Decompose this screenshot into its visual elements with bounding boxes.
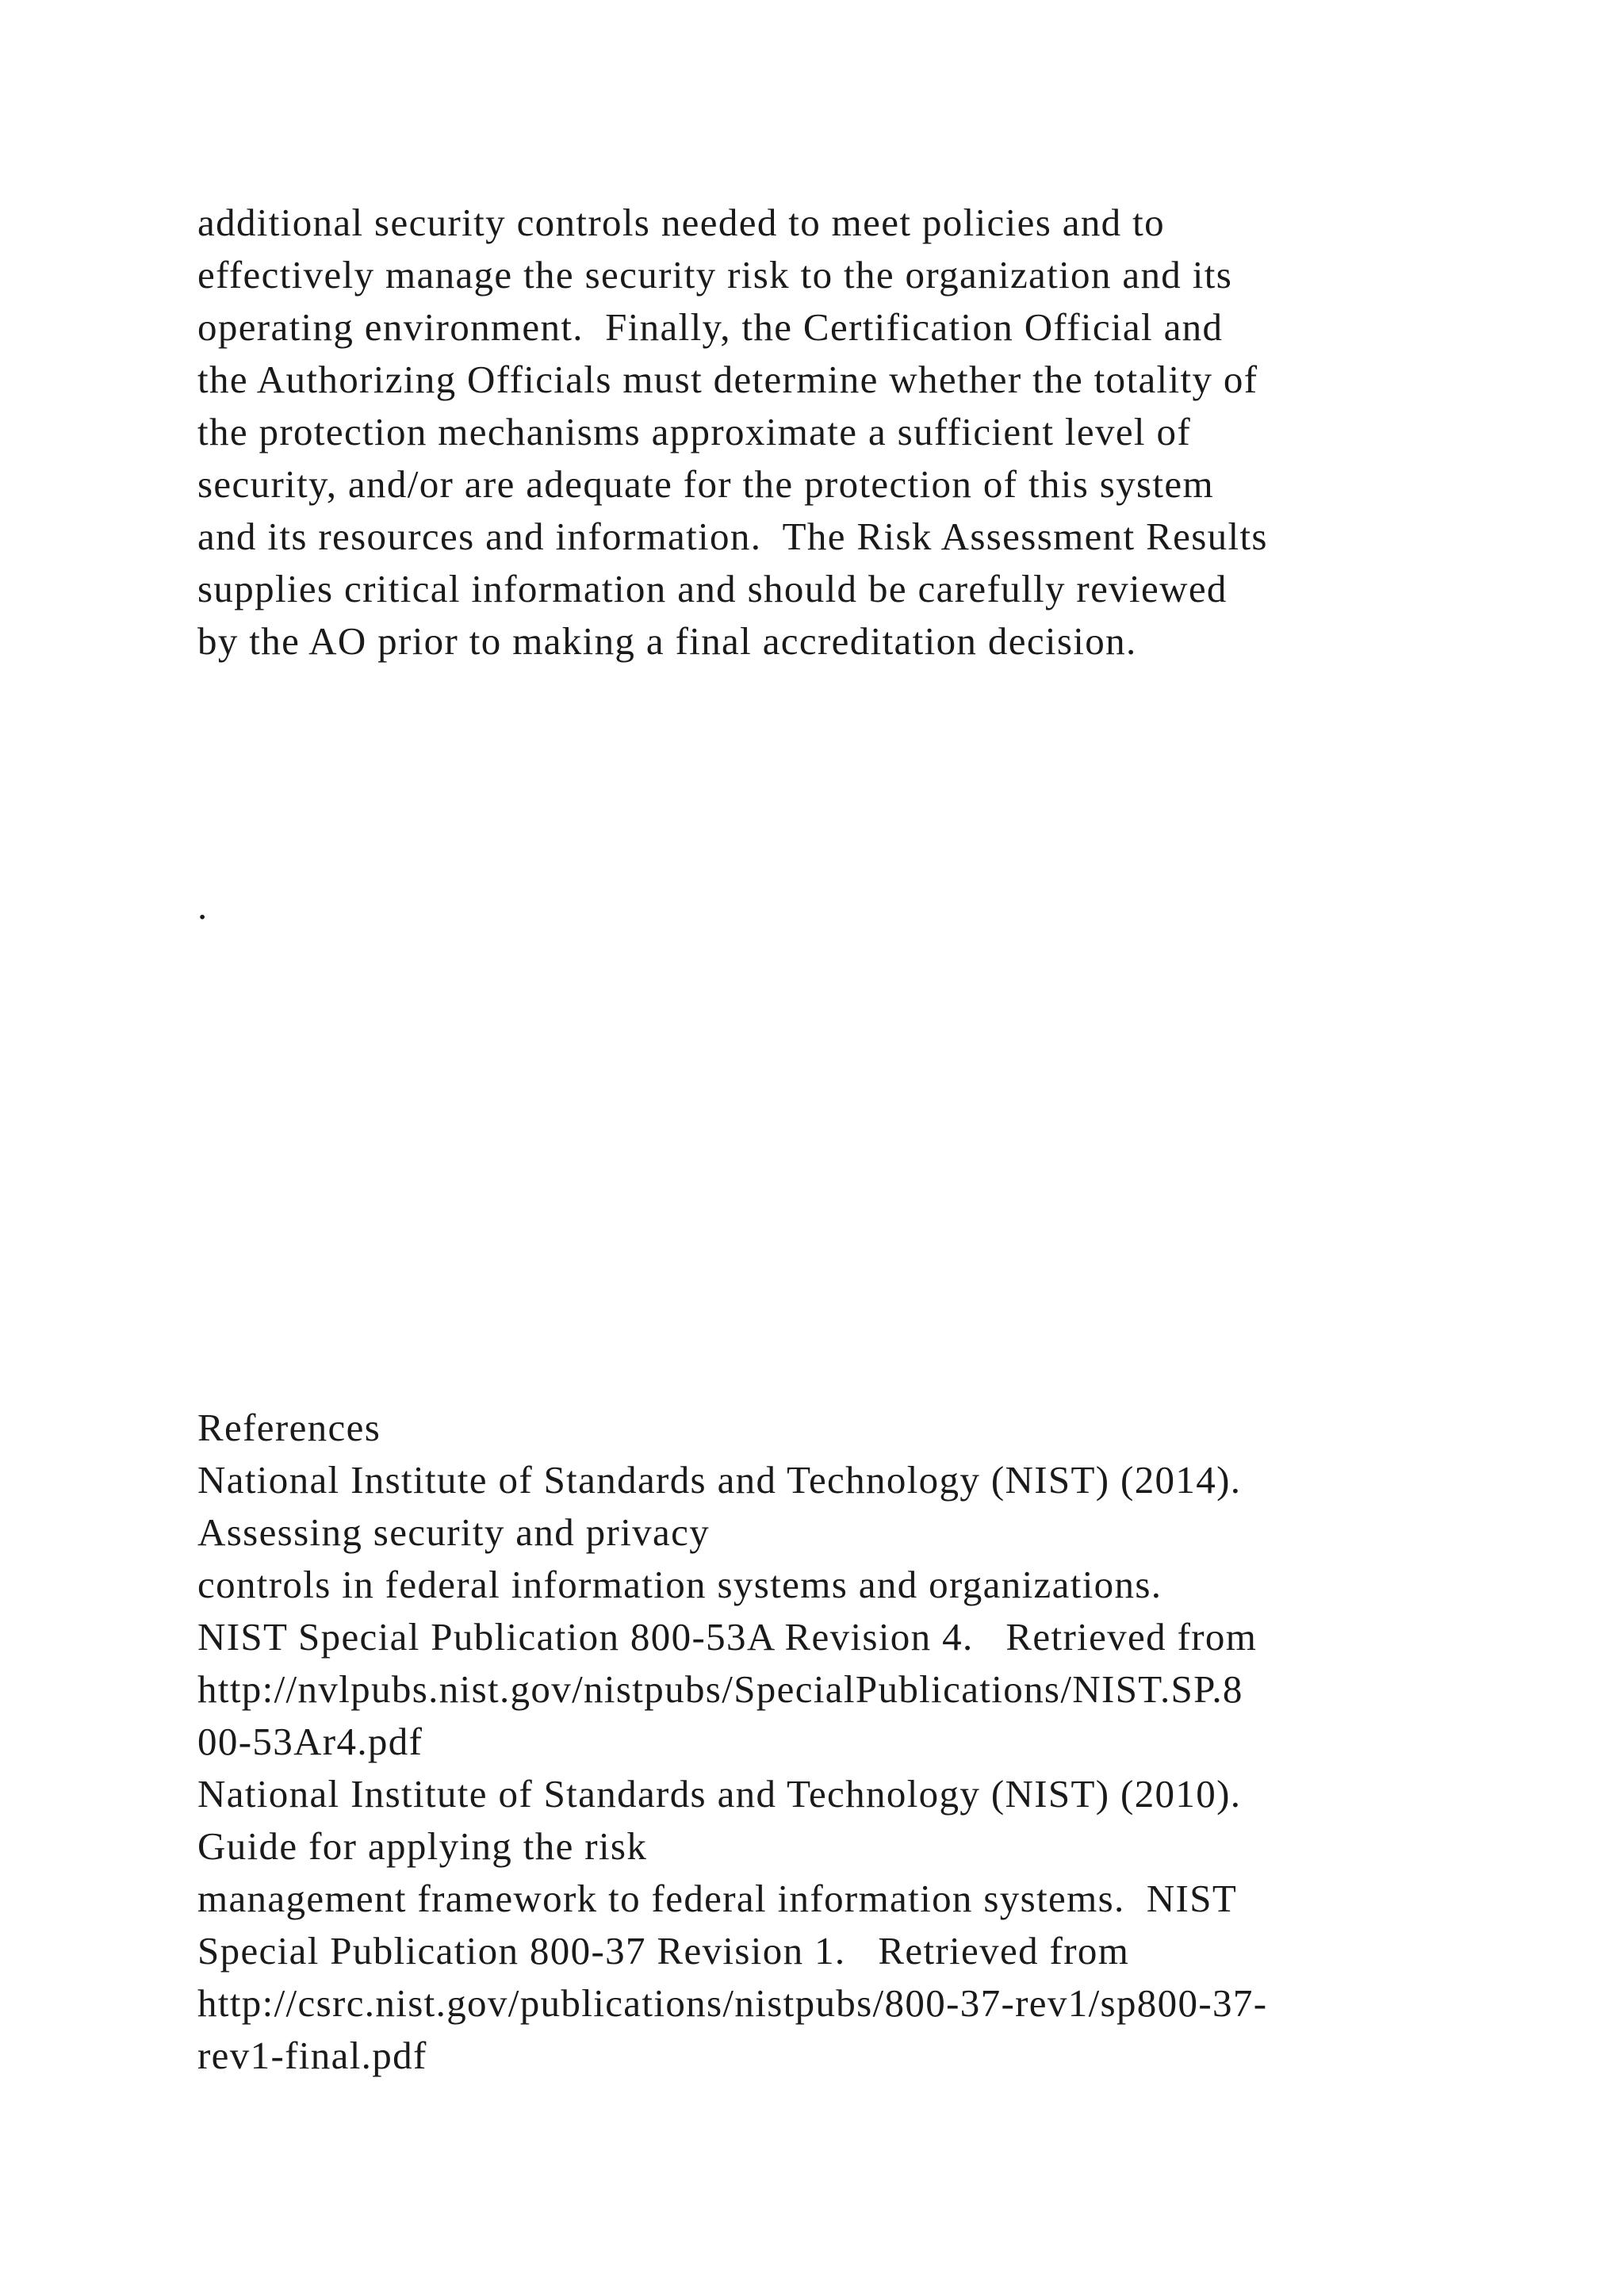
- reference-url-line: http://csrc.nist.gov/publications/nistpubs/800-37-rev1/sp800-37-: [197, 1981, 1268, 2025]
- paragraph-line: effectively manage the security risk to the organization and its: [197, 253, 1233, 297]
- paragraph-line: operating environment. Finally, the Certification Official and: [197, 305, 1224, 349]
- reference-line: NIST Special Publication 800-53A Revision 4. Retrieved from: [197, 1615, 1258, 1659]
- paragraph-line: supplies critical information and should be carefully reviewed: [197, 567, 1228, 610]
- paragraph-line: security, and/or are adequate for the protection of this system: [197, 462, 1214, 506]
- reference-line: Assessing security and privacy: [197, 1510, 710, 1554]
- reference-url-line: http://nvlpubs.nist.gov/nistpubs/SpecialPublications/NIST.SP.8: [197, 1667, 1243, 1711]
- paragraph-line: additional security controls needed to meet policies and to: [197, 201, 1165, 244]
- paragraph-line: the protection mechanisms approximate a sufficient level of: [197, 410, 1191, 453]
- reference-line: Special Publication 800-37 Revision 1. Retrieved from: [197, 1929, 1130, 1973]
- reference-line: National Institute of Standards and Technology (NIST) (2010).: [197, 1772, 1242, 1816]
- separator-dot: .: [197, 884, 209, 928]
- paragraph-line: the Authorizing Officials must determine whether the totality of: [197, 358, 1258, 401]
- reference-line: management framework to federal information systems. NIST: [197, 1877, 1238, 1920]
- paragraph-line: by the AO prior to making a final accreditation decision.: [197, 619, 1137, 663]
- paragraph-line: and its resources and information. The Risk Assessment Results: [197, 515, 1268, 558]
- reference-line: Guide for applying the risk: [197, 1824, 648, 1868]
- reference-line: National Institute of Standards and Technology (NIST) (2014).: [197, 1458, 1242, 1502]
- references-heading: References: [197, 1406, 381, 1449]
- reference-line: controls in federal information systems and organizations.: [197, 1563, 1162, 1606]
- reference-url-line: rev1-final.pdf: [197, 2034, 427, 2077]
- reference-url-line: 00-53Ar4.pdf: [197, 1720, 423, 1763]
